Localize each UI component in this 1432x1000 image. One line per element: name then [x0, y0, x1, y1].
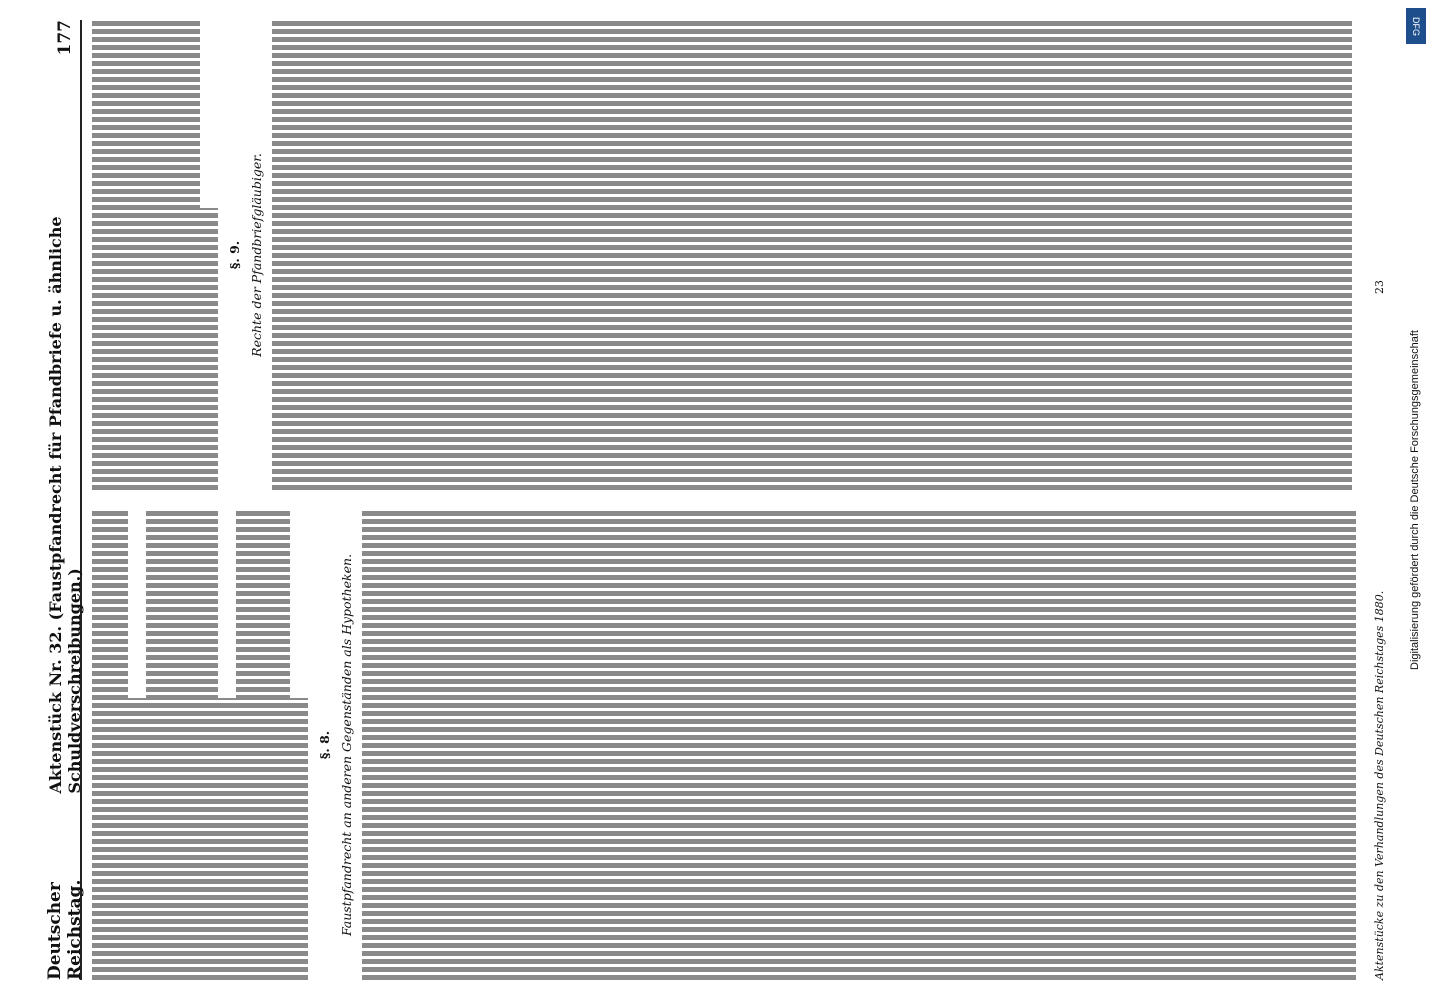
text-line — [992, 510, 1010, 980]
text-line — [110, 20, 128, 490]
text-line — [146, 20, 164, 490]
header-center: Aktenstück Nr. 32. (Faustpfandrecht für Pfandbriefe u. ähnliche Schuldverschreibungen.) — [46, 216, 84, 794]
text-line — [668, 510, 686, 980]
text-line — [470, 20, 488, 490]
text-line — [92, 20, 110, 490]
text-line — [830, 510, 848, 980]
text-line — [668, 20, 686, 490]
text-line — [632, 20, 650, 490]
text-line — [956, 510, 974, 980]
text-line — [1244, 510, 1262, 980]
text-line — [740, 510, 758, 980]
text-line — [1280, 20, 1298, 490]
left-column — [92, 510, 1356, 980]
text-line — [1262, 510, 1280, 980]
text-line — [290, 698, 308, 980]
text-line — [1298, 20, 1316, 490]
text-line — [578, 20, 596, 490]
text-line — [1010, 510, 1028, 980]
text-line — [434, 510, 452, 980]
text-line — [1064, 510, 1082, 980]
text-line — [1334, 510, 1352, 980]
text-line — [146, 510, 164, 980]
text-line — [596, 510, 614, 980]
text-line — [794, 20, 812, 490]
text-line — [1190, 20, 1208, 490]
signature-mark: 23 — [1373, 280, 1386, 294]
text-line — [344, 20, 362, 490]
dfg-logo: DFG — [1406, 8, 1426, 44]
text-line — [776, 20, 794, 490]
digitization-note-text: Digitalisierung gefördert durch die Deutsche Forschungsgemeinschaft — [1409, 330, 1421, 670]
text-line — [776, 510, 794, 980]
text-line — [1172, 20, 1190, 490]
text-line — [164, 510, 182, 980]
text-line — [362, 510, 380, 980]
text-line — [632, 510, 650, 980]
text-line — [1154, 20, 1172, 490]
text-line — [974, 510, 992, 980]
text-line — [650, 20, 668, 490]
text-line — [164, 20, 182, 490]
text-line — [1028, 20, 1046, 490]
digitization-note — [1402, 40, 1428, 960]
text-line — [272, 20, 290, 490]
text-line — [830, 20, 848, 490]
text-line — [902, 510, 920, 980]
text-line — [704, 20, 722, 490]
text-line — [1280, 510, 1298, 980]
section-title-s9: Rechte der Pfandbriefgläubiger. — [249, 153, 264, 357]
text-line — [1154, 510, 1172, 980]
text-line — [596, 20, 614, 490]
text-line — [1118, 510, 1136, 980]
text-line — [686, 510, 704, 980]
text-line — [398, 510, 416, 980]
text-line — [758, 20, 776, 490]
text-line — [542, 20, 560, 490]
text-line — [614, 20, 632, 490]
text-line — [740, 20, 758, 490]
text-line — [200, 208, 218, 490]
text-line — [848, 510, 866, 980]
text-line — [812, 510, 830, 980]
text-line — [1010, 20, 1028, 490]
header-left: Deutscher Reichstag. — [45, 879, 85, 980]
text-line — [1046, 510, 1064, 980]
text-line — [1244, 20, 1262, 490]
text-line — [902, 20, 920, 490]
text-line — [524, 510, 542, 980]
text-line — [236, 510, 254, 980]
text-line — [506, 510, 524, 980]
text-line — [506, 20, 524, 490]
text-line — [1046, 20, 1064, 490]
text-line — [1352, 510, 1356, 980]
text-line — [1208, 20, 1226, 490]
text-line — [110, 510, 128, 980]
text-line — [1334, 20, 1352, 490]
text-line — [614, 510, 632, 980]
text-line — [362, 20, 380, 490]
text-line — [866, 510, 884, 980]
text-line — [722, 510, 740, 980]
text-line — [1082, 20, 1100, 490]
text-line — [686, 20, 704, 490]
text-line — [920, 510, 938, 980]
text-line — [1316, 510, 1334, 980]
text-line — [452, 510, 470, 980]
text-line — [1226, 510, 1244, 980]
text-line — [722, 20, 740, 490]
text-line — [992, 20, 1010, 490]
text-line — [560, 510, 578, 980]
page-number: 177 — [55, 20, 75, 56]
text-line — [1298, 510, 1316, 980]
text-line — [290, 20, 308, 490]
text-line — [524, 20, 542, 490]
text-line — [1064, 20, 1082, 490]
text-line — [704, 510, 722, 980]
text-line — [1100, 510, 1118, 980]
text-line — [200, 510, 218, 980]
text-line — [434, 20, 452, 490]
text-line — [884, 510, 902, 980]
text-line — [956, 20, 974, 490]
text-line — [1028, 510, 1046, 980]
text-line — [416, 510, 434, 980]
text-line — [938, 20, 956, 490]
text-line — [1262, 20, 1280, 490]
text-line — [470, 510, 488, 980]
text-line — [848, 20, 866, 490]
text-line — [452, 20, 470, 490]
text-line — [1226, 20, 1244, 490]
text-line — [218, 698, 236, 980]
text-line — [272, 510, 290, 980]
text-line — [1136, 510, 1154, 980]
text-line — [380, 20, 398, 490]
text-line — [1118, 20, 1136, 490]
text-line — [488, 20, 506, 490]
text-line — [794, 510, 812, 980]
text-line — [758, 510, 776, 980]
text-line — [1316, 20, 1334, 490]
text-line — [650, 510, 668, 980]
text-line — [1100, 20, 1118, 490]
text-line — [938, 510, 956, 980]
text-line — [380, 510, 398, 980]
text-line — [1172, 510, 1190, 980]
text-line — [974, 20, 992, 490]
text-line — [578, 510, 596, 980]
text-line — [182, 20, 200, 490]
text-line — [560, 20, 578, 490]
section-title-s8: Faustpfandrecht an anderen Gegenständen als Hypotheken. — [339, 553, 354, 937]
text-line — [542, 510, 560, 980]
section-heading-s8: §. 8. — [317, 730, 332, 760]
footnote: Aktenstücke zu den Verhandlungen des Deutschen Reichstages 1880. — [1373, 590, 1386, 980]
text-line — [416, 20, 434, 490]
text-line — [920, 20, 938, 490]
text-line — [1136, 20, 1154, 490]
page-header — [45, 20, 85, 980]
text-line — [812, 20, 830, 490]
text-line — [488, 510, 506, 980]
text-line — [326, 20, 344, 490]
text-line — [866, 20, 884, 490]
text-line — [1082, 510, 1100, 980]
text-line — [128, 20, 146, 490]
text-line — [398, 20, 416, 490]
right-column — [92, 20, 1356, 490]
text-line — [308, 20, 326, 490]
rotated-page — [36, 0, 1396, 1000]
text-line — [128, 698, 146, 980]
text-line — [254, 510, 272, 980]
text-line — [92, 510, 110, 980]
text-line — [182, 510, 200, 980]
text-line — [884, 20, 902, 490]
section-heading-s9: §. 9. — [227, 240, 242, 270]
text-line — [1190, 510, 1208, 980]
text-line — [1208, 510, 1226, 980]
